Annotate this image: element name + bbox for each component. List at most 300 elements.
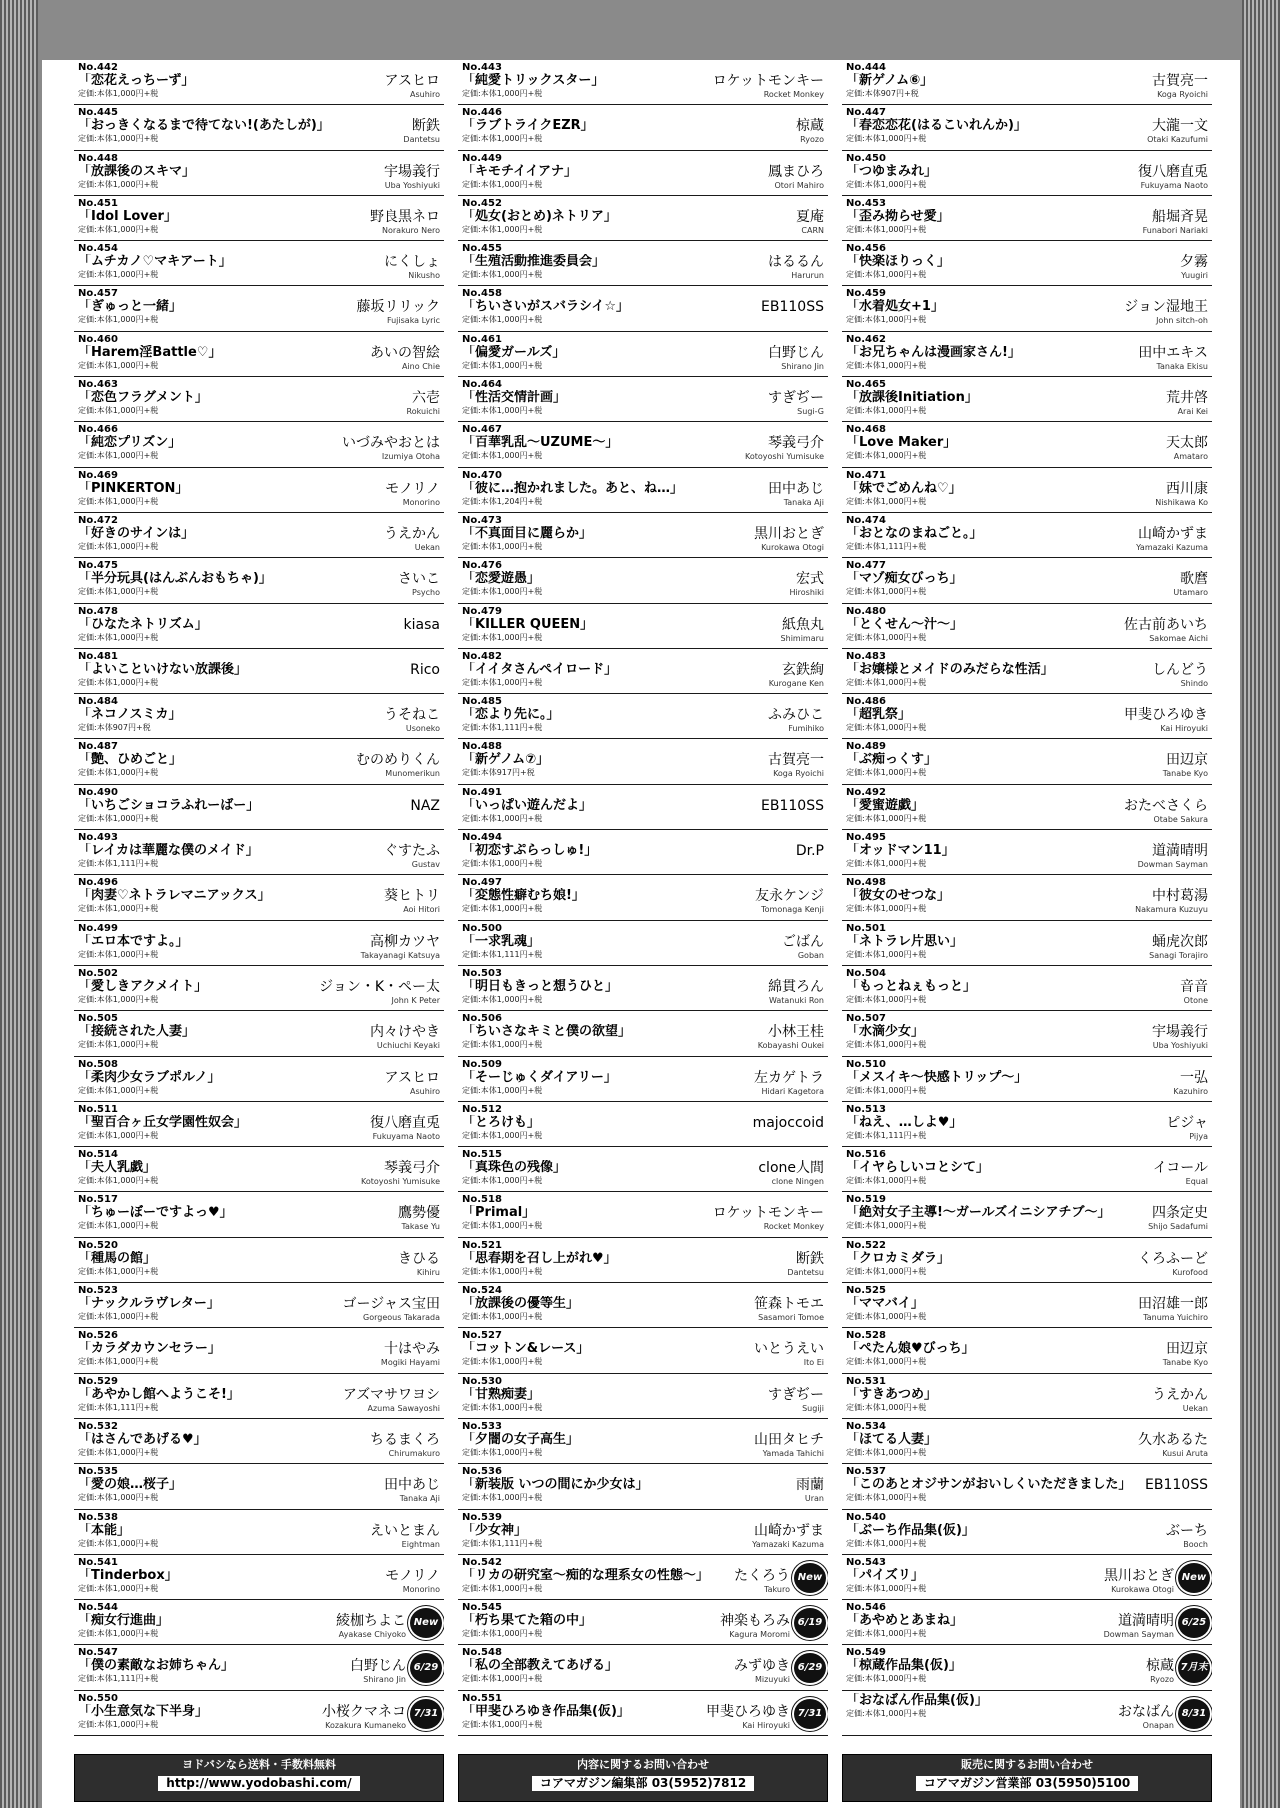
entry-number: No.485 — [462, 696, 502, 708]
entry-title: 「恋愛遊愚」 — [462, 571, 541, 587]
entry-author-romaji: Shijo Sadafumi — [1148, 1222, 1208, 1232]
entry-title: 「一求乳魂」 — [462, 933, 541, 949]
entry-author-romaji: Yuugiri — [1181, 271, 1208, 281]
entry-title: 「私の全部教えてあげる」 — [462, 1658, 619, 1674]
entry-author: 荒井啓 — [1166, 390, 1208, 407]
entry-price: 定価:本体1,000円+税 — [846, 949, 927, 959]
entry-author-romaji: Ryozo — [800, 135, 824, 145]
entry-title: 「放課後の優等生」 — [462, 1296, 580, 1312]
entry-price: 定価:本体1,000円+税 — [846, 723, 927, 733]
entry-author: 黒川おとぎ — [1104, 1567, 1174, 1584]
entry-number: No.449 — [462, 152, 502, 164]
entry-price: 定価:本体1,000円+税 — [846, 1583, 927, 1593]
entry-title: 「Harem淫Battle♡」 — [78, 344, 222, 360]
entry-title: 「水着処女+1」 — [846, 299, 944, 315]
catalog-entry — [458, 377, 828, 422]
entry-author-romaji: Kurokawa Otogi — [1111, 1584, 1174, 1594]
entry-price: 定価:本体1,000円+税 — [462, 1719, 543, 1729]
entry-number: No.500 — [462, 922, 502, 934]
entry-author: 綿貫ろん — [768, 978, 824, 995]
entry-author: 山田タヒチ — [754, 1431, 824, 1448]
entry-price: 定価:本体1,000円+税 — [846, 1357, 927, 1367]
entry-price: 定価:本体1,000円+税 — [462, 1312, 543, 1322]
entry-price: 定価:本体1,000円+税 — [846, 1221, 927, 1231]
entry-author: EB110SS — [761, 299, 824, 316]
entry-author-romaji: Arai Kei — [1177, 407, 1208, 417]
catalog-entry — [74, 1283, 444, 1328]
entry-number: No.504 — [846, 967, 886, 979]
entry-price: 定価:本体1,000円+税 — [462, 1583, 543, 1593]
entry-number: No.487 — [78, 741, 118, 753]
entry-title: 「KILLER QUEEN」 — [462, 616, 594, 632]
entry-title: 「ねえ、…しよ♥」 — [846, 1114, 963, 1130]
entry-author-romaji: Watanuki Ron — [768, 995, 824, 1005]
entry-price: 定価:本体1,000円+税 — [846, 1266, 927, 1276]
entry-title: 「甲斐ひろゆき作品集(仮)」 — [462, 1703, 630, 1719]
entry-number: No.536 — [462, 1466, 502, 1478]
entry-price: 定価:本体1,000円+税 — [462, 904, 543, 914]
entry-price: 定価:本体1,000円+税 — [462, 1085, 543, 1095]
entry-author: はるるん — [768, 254, 824, 271]
entry-price: 定価:本体1,000円+税 — [462, 1266, 543, 1276]
entry-title: 「接続された人妻」 — [78, 1024, 196, 1040]
catalog-entry — [74, 739, 444, 784]
entry-author-romaji: Ryozo — [1150, 1675, 1174, 1685]
entry-number: No.446 — [462, 107, 502, 119]
yodobashi-link[interactable]: http://www.yodobashi.com/ — [158, 1776, 359, 1791]
entry-author: ふみひこ — [768, 707, 824, 724]
entry-author: 山崎かずま — [1138, 525, 1208, 542]
catalog-entry — [74, 513, 444, 558]
entry-number: No.469 — [78, 469, 118, 481]
entry-author: たくろう — [734, 1567, 790, 1584]
entry-author-romaji: Otabe Sakura — [1153, 814, 1208, 824]
entry-author-romaji: Yamazaki Kazuma — [1136, 542, 1208, 552]
entry-title: 「ナックルラヴレター」 — [78, 1296, 220, 1312]
entry-title: 「とろけも」 — [462, 1114, 541, 1130]
entry-title: 「おなばん作品集(仮)」 — [846, 1692, 988, 1708]
catalog-entry — [842, 1555, 1212, 1600]
entry-author: 内々けやき — [370, 1024, 440, 1041]
entry-author-romaji: John K Peter — [391, 995, 440, 1005]
entry-price: 定価:本体1,000円+税 — [846, 1312, 927, 1322]
entry-author-romaji: Amataro — [1173, 452, 1208, 462]
entry-number: No.483 — [846, 650, 886, 662]
catalog-entry — [842, 513, 1212, 558]
entry-author: 大瀧一文 — [1152, 118, 1208, 135]
entry-author: 十はやみ — [384, 1341, 440, 1358]
catalog-entry — [458, 513, 828, 558]
entry-title: 「好きのサインは」 — [78, 525, 195, 541]
entry-number: No.514 — [78, 1149, 118, 1161]
entry-title: 「百華乳乱〜UZUME〜」 — [462, 435, 619, 451]
entry-price: 定価:本体1,000円+税 — [846, 768, 927, 778]
entry-author: 宏式 — [796, 571, 824, 588]
entry-author-romaji: Kagura Moromi — [729, 1630, 790, 1640]
entry-title: 「種馬の館」 — [78, 1250, 157, 1266]
entry-title: 「新ゲノム⑦」 — [462, 752, 550, 768]
entry-author-romaji: Ito Ei — [803, 1358, 824, 1368]
catalog-entry — [842, 966, 1212, 1011]
entry-author-romaji: CARN — [801, 225, 824, 235]
entry-number: No.529 — [78, 1375, 118, 1387]
entry-author: 甲斐ひろゆき — [706, 1703, 790, 1720]
entry-author-romaji: Funabori Nariaki — [1142, 225, 1208, 235]
entry-author-romaji: Kotoyoshi Yumisuke — [745, 452, 824, 462]
entry-price: 定価:本体1,000円+税 — [462, 270, 543, 280]
entry-number: No.459 — [846, 288, 886, 300]
entry-number: No.473 — [462, 514, 502, 526]
catalog-entry — [842, 1102, 1212, 1147]
entry-title: 「あやかし館へようこそ!」 — [78, 1386, 240, 1402]
entry-price: 定価:本体1,111円+税 — [78, 1402, 159, 1412]
catalog-entry — [458, 875, 828, 920]
catalog-entry — [842, 1464, 1212, 1509]
entry-author-romaji: Fukuyama Naoto — [372, 1131, 440, 1141]
entry-price: 定価:本体1,111円+税 — [78, 859, 159, 869]
entry-author: 小林王桂 — [768, 1024, 824, 1041]
footer-contacts — [74, 1754, 1204, 1802]
entry-author-romaji: Dantetsu — [787, 1267, 824, 1277]
entry-number: No.476 — [462, 560, 502, 572]
entry-author-romaji: Tanabe Kyo — [1162, 1358, 1208, 1368]
entry-price: 定価:本体1,000円+税 — [462, 541, 543, 551]
entry-author-romaji: Tanaka Ekisu — [1156, 361, 1208, 371]
entry-title: 「愛の娘…桜子」 — [78, 1477, 183, 1493]
entry-title: 「肉妻♡ネトラレマニアックス」 — [78, 888, 271, 904]
entry-title: 「いっぱい遊んだよ」 — [462, 797, 593, 813]
entry-price: 定価:本体1,000円+税 — [78, 904, 159, 914]
entry-author: 復八磨直兎 — [370, 1114, 440, 1131]
catalog-entry — [458, 1419, 828, 1464]
entry-number: No.471 — [846, 469, 886, 481]
entry-number: No.456 — [846, 243, 886, 255]
entry-number: No.546 — [846, 1602, 886, 1614]
entry-title: 「恋より先に。」 — [462, 707, 560, 723]
entry-author-romaji: Monorino — [402, 1584, 440, 1594]
footer-title: 内容に関するお問い合わせ — [577, 1758, 709, 1771]
catalog-entry — [74, 649, 444, 694]
entry-title: 「つゆまみれ」 — [846, 163, 938, 179]
entry-number: No.515 — [462, 1149, 502, 1161]
entry-price: 定価:本体1,000円+税 — [78, 949, 159, 959]
entry-author-romaji: Munomerikun — [385, 769, 440, 779]
entry-price: 定価:本体1,000円+税 — [78, 541, 159, 551]
entry-number: No.543 — [846, 1556, 886, 1568]
entry-number: No.462 — [846, 333, 886, 345]
entry-price: 定価:本体1,000円+税 — [846, 1708, 927, 1718]
entry-number: No.477 — [846, 560, 886, 572]
entry-author: 田中あじ — [384, 1477, 440, 1494]
entry-author: 田沼雄一郎 — [1138, 1296, 1208, 1313]
entry-number: No.493 — [78, 832, 118, 844]
catalog-entry — [74, 1555, 444, 1600]
entry-author-romaji: Azuma Sawayoshi — [367, 1403, 440, 1413]
catalog-entry — [458, 1645, 828, 1690]
entry-title: 「純恋プリズン」 — [78, 435, 182, 451]
entry-author-romaji: Kusui Aruta — [1162, 1448, 1208, 1458]
entry-author-romaji: Kai Hiroyuki — [742, 1720, 790, 1730]
entry-number: No.541 — [78, 1556, 118, 1568]
entry-price: 定価:本体1,000円+税 — [462, 134, 543, 144]
entry-number: No.482 — [462, 650, 502, 662]
entry-number: No.468 — [846, 424, 886, 436]
entry-price: 定価:本体1,000円+税 — [846, 859, 927, 869]
entry-author: さいこ — [398, 571, 440, 588]
entry-price: 定価:本体1,000円+税 — [846, 270, 927, 280]
entry-title: 「オッドマン11」 — [846, 843, 955, 859]
entry-number: No.521 — [462, 1239, 502, 1251]
catalog-entry — [74, 604, 444, 649]
entry-title: 「お嬢様とメイドのみだらな性活」 — [846, 661, 1054, 677]
entry-title: 「甘熟痴妻」 — [462, 1386, 541, 1402]
entry-author-romaji: Kotoyoshi Yumisuke — [361, 1177, 440, 1187]
entry-title: 「偏愛ガールズ」 — [462, 344, 566, 360]
entry-price: 定価:本体1,000円+税 — [846, 1674, 927, 1684]
entry-title: 「このあとオジサンがおいしくいただきました」 — [846, 1477, 1131, 1493]
catalog-entry — [458, 558, 828, 603]
entry-author-romaji: Takuro — [764, 1584, 790, 1594]
entry-author-romaji: Gorgeous Takarada — [363, 1313, 440, 1323]
entry-title: 「カラダカウンセラー」 — [78, 1341, 221, 1357]
catalog-entry — [458, 1464, 828, 1509]
catalog-entry — [74, 1192, 444, 1237]
entry-price: 定価:本体1,111円+税 — [78, 1674, 159, 1684]
entry-price: 定価:本体1,000円+税 — [78, 768, 159, 778]
entry-title: 「恋花えっちーず」 — [78, 73, 195, 88]
entry-title: 「Idol Lover」 — [78, 208, 177, 224]
catalog-entry — [74, 286, 444, 331]
catalog-entry — [842, 1510, 1212, 1555]
entry-price: 定価:本体1,000円+税 — [846, 360, 927, 370]
entry-title: 「ぶーち作品集(仮)」 — [846, 1522, 975, 1538]
entry-author-romaji: Psycho — [412, 588, 440, 598]
entry-price: 定価:本体1,000円+税 — [78, 496, 159, 506]
entry-author-romaji: Mizuyuki — [754, 1675, 790, 1685]
release-badge: 7/31 — [794, 1699, 826, 1729]
entry-price: 定価:本体1,000円+税 — [846, 134, 927, 144]
entry-author-romaji: Equal — [1185, 1177, 1208, 1187]
entry-author: モノリノ — [385, 480, 440, 497]
entry-author: 道満晴明 — [1118, 1613, 1174, 1630]
entry-number: No.506 — [462, 1013, 502, 1025]
catalog-entry — [842, 875, 1212, 920]
catalog-entry — [74, 1374, 444, 1419]
entry-author: アスヒロ — [384, 73, 440, 89]
entry-title: 「コットン&レース」 — [462, 1341, 590, 1357]
catalog-entry — [458, 921, 828, 966]
catalog-entry — [842, 286, 1212, 331]
entry-number: No.519 — [846, 1194, 886, 1206]
entry-number: No.522 — [846, 1239, 886, 1251]
entry-price: 定価:本体1,000円+税 — [462, 406, 543, 416]
catalog-entry — [842, 1419, 1212, 1464]
entry-number: No.458 — [462, 288, 502, 300]
entry-price: 定価:本体1,000円+税 — [78, 315, 159, 325]
entry-title: 「痴女行進曲」 — [78, 1613, 170, 1629]
catalog-entry — [74, 966, 444, 1011]
entry-price: 定価:本体1,000円+税 — [78, 1719, 159, 1729]
entry-price: 定価:本体1,000円+税 — [462, 994, 543, 1004]
catalog-entry — [842, 739, 1212, 784]
entry-author-romaji: Chirumakuro — [388, 1448, 440, 1458]
catalog-entry — [74, 1600, 444, 1645]
entry-author-romaji: Uekan — [1182, 1403, 1208, 1413]
entry-number: No.503 — [462, 967, 502, 979]
entry-title: 「初恋すぷらっしゅ!」 — [462, 843, 598, 859]
catalog-entry — [842, 830, 1212, 875]
entry-author-romaji: Koga Ryoichi — [773, 769, 824, 779]
entry-number: No.495 — [846, 832, 886, 844]
entry-number: No.526 — [78, 1330, 118, 1342]
catalog-entry — [842, 1691, 1212, 1736]
entry-price: 定価:本体1,111円+税 — [846, 541, 927, 551]
entry-price: 定価:本体1,000円+税 — [78, 451, 159, 461]
entry-author: 友永ケンジ — [755, 888, 824, 905]
entry-number: No.465 — [846, 379, 886, 391]
entry-author: 椋蔵 — [1146, 1658, 1174, 1675]
entry-author: 夏庵 — [796, 208, 824, 225]
entry-number: No.537 — [846, 1466, 886, 1478]
entry-author: EB110SS — [761, 797, 824, 814]
entry-price: 定価:本体1,000円+税 — [846, 1040, 927, 1050]
catalog-entry — [842, 60, 1212, 105]
entry-title: 「愛しきアクメイト」 — [78, 978, 208, 994]
catalog-entry — [74, 1102, 444, 1147]
catalog-entry — [842, 468, 1212, 513]
release-badge: New — [1178, 1563, 1210, 1593]
entry-number: No.549 — [846, 1647, 886, 1659]
entry-author: みずゆき — [734, 1658, 790, 1675]
entry-title: 「いちごショコラふれーばー」 — [78, 797, 260, 813]
entry-author: むのめりくん — [356, 752, 440, 769]
entry-title: 「絶対女子主導!〜ガールズイニシアチブ〜」 — [846, 1205, 1111, 1221]
entry-author: 断鉄 — [796, 1250, 824, 1267]
entry-title: 「半分玩具(はんぶんおもちゃ)」 — [78, 571, 272, 587]
entry-number: No.448 — [78, 152, 118, 164]
entry-author: 白野じん — [768, 344, 824, 361]
entry-price: 定価:本体1,000円+税 — [78, 360, 159, 370]
entry-title: 「僕の素敵なお姉ちゃん」 — [78, 1658, 235, 1674]
entry-author-romaji: Uran — [804, 1494, 824, 1504]
entry-number: No.544 — [78, 1602, 118, 1614]
catalog-entry — [458, 966, 828, 1011]
entry-title: 「水滴少女」 — [846, 1024, 925, 1040]
entry-author-romaji: Nakamura Kuzuyu — [1135, 905, 1208, 915]
entry-price: 定価:本体917円+税 — [462, 768, 535, 778]
catalog-entry — [842, 558, 1212, 603]
catalog-entry — [458, 196, 828, 241]
entry-author: ピジャ — [1166, 1114, 1208, 1131]
entry-price: 定価:本体1,000円+税 — [78, 1130, 159, 1140]
catalog-entry — [458, 468, 828, 513]
entry-author: 葵ヒトリ — [384, 888, 440, 905]
catalog-entry — [74, 1464, 444, 1509]
entry-title: 「艶、ひめごと」 — [78, 752, 183, 768]
entry-author-romaji: Gustav — [411, 860, 440, 870]
entry-author-romaji: Dowman Sayman — [1137, 860, 1208, 870]
entry-price: 定価:本体1,000円+税 — [462, 1493, 543, 1503]
release-badge: 6/29 — [410, 1653, 442, 1683]
catalog-entry — [458, 1011, 828, 1056]
entry-title: 「キモチイイアナ」 — [462, 163, 578, 179]
entry-author-romaji: Uba Yoshiyuki — [384, 180, 440, 190]
catalog-entry — [842, 1328, 1212, 1373]
entry-author-romaji: Uchiuchi Keyaki — [376, 1041, 440, 1051]
release-badge: 6/29 — [794, 1653, 826, 1683]
entry-price: 定価:本体1,000円+税 — [846, 632, 927, 642]
catalog-entry — [842, 694, 1212, 739]
entry-number: No.542 — [462, 1556, 502, 1568]
catalog-entry — [74, 196, 444, 241]
entry-author: ちるまくろ — [370, 1431, 440, 1448]
entry-title: 「ちいさいがスバラシイ☆」 — [462, 299, 630, 315]
catalog-entry — [842, 241, 1212, 286]
entry-price: 定価:本体1,111円+税 — [462, 723, 543, 733]
catalog-entry — [842, 1645, 1212, 1690]
entry-title: 「ちいさなキミと僕の欲望」 — [462, 1024, 632, 1040]
entry-number: No.498 — [846, 877, 886, 889]
entry-author: すぎぢー — [768, 390, 824, 407]
entry-number: No.510 — [846, 1058, 886, 1070]
entry-price: 定価:本体1,000円+税 — [462, 224, 543, 234]
entry-author-romaji: Monorino — [402, 497, 440, 507]
catalog-entry — [458, 1192, 828, 1237]
entry-author-romaji: Otone — [1183, 995, 1208, 1005]
entry-author: 甲斐ひろゆき — [1124, 707, 1208, 724]
entry-title: 「放課後Initiation」 — [846, 390, 978, 406]
entry-author-romaji: Yamazaki Kazuma — [752, 1539, 824, 1549]
entry-author: 神楽もろみ — [720, 1613, 790, 1630]
catalog-entry — [74, 1057, 444, 1102]
entry-price: 定価:本体1,111円+税 — [462, 1538, 543, 1548]
entry-title: 「ラブトライクEZR」 — [462, 118, 594, 134]
entry-author-romaji: Tanuma Yuichiro — [1143, 1313, 1208, 1323]
entry-price: 定価:本体1,000円+税 — [78, 1176, 159, 1186]
entry-title: 「ネコノスミカ」 — [78, 707, 182, 723]
entry-number: No.496 — [78, 877, 118, 889]
entry-author-romaji: Tomonaga Kenji — [761, 905, 824, 915]
entry-author: 藤坂リリック — [356, 299, 440, 316]
release-badge: 6/25 — [1178, 1608, 1210, 1638]
entry-number: No.499 — [78, 922, 118, 934]
catalog-entry — [74, 875, 444, 920]
entry-price: 定価:本体1,000円+税 — [462, 1674, 543, 1684]
entry-title: 「あやめとあまね」 — [846, 1613, 964, 1629]
entry-number: No.470 — [462, 469, 502, 481]
catalog-entry — [842, 649, 1212, 694]
entry-price: 定価:本体1,000円+税 — [78, 1221, 159, 1231]
entry-title: 「ムチカノ♡マキアート」 — [78, 254, 232, 270]
entry-author: あいの智絵 — [370, 344, 440, 361]
catalog-entry — [74, 921, 444, 966]
entry-title: 「ちゅーぼーですよっ♥」 — [78, 1205, 233, 1221]
catalog-entry — [458, 1691, 828, 1736]
entry-title: 「本能」 — [78, 1522, 131, 1538]
entry-author: 一弘 — [1180, 1069, 1208, 1086]
entry-price: 定価:本体1,000円+税 — [846, 1176, 927, 1186]
entry-title: 「彼に…抱かれました。あと、ね…」 — [462, 480, 684, 496]
entry-price: 定価:本体1,000円+税 — [78, 1538, 159, 1548]
entry-author-romaji: Dowman Sayman — [1103, 1630, 1174, 1640]
entry-title: 「柔肉少女ラブポルノ」 — [78, 1069, 221, 1085]
entry-author: 雨蘭 — [796, 1477, 824, 1494]
entry-number: No.475 — [78, 560, 118, 572]
entry-author-romaji: Kazuhiro — [1173, 1086, 1208, 1096]
catalog-entry — [74, 1419, 444, 1464]
entry-author: Rico — [410, 661, 440, 678]
entry-author: いづみやおとは — [342, 435, 440, 452]
